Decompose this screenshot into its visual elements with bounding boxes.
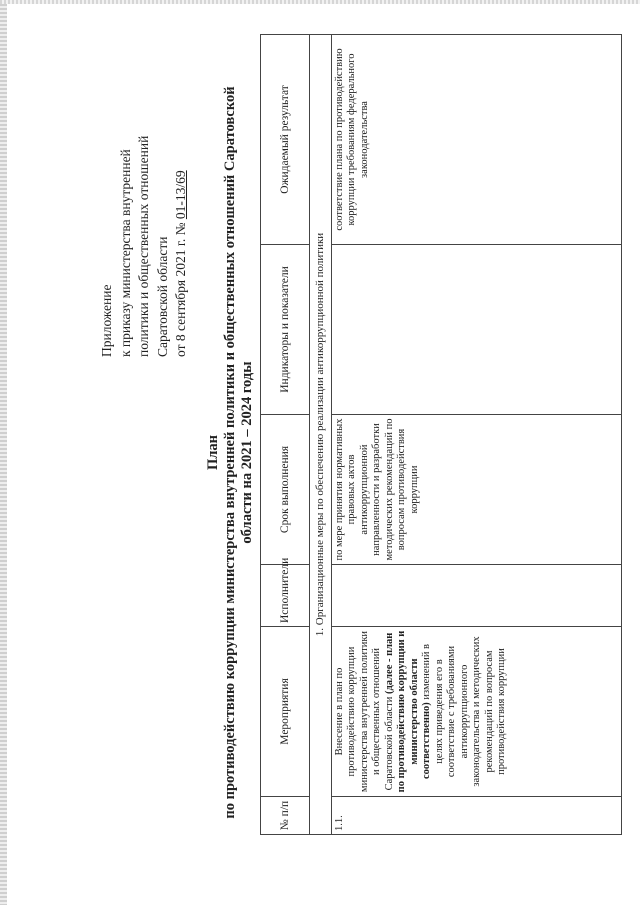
appendix-line-4: Саратовской области — [154, 236, 170, 357]
table-row — [331, 35, 621, 835]
indicators-cell — [331, 245, 621, 415]
header-result: Ожидаемый результат — [261, 35, 310, 245]
appendix-line-3: политики и общественных отношений — [136, 135, 151, 357]
appendix-line-1: Приложение — [99, 284, 114, 357]
title-line-3: области на 2021 – 2024 годы — [239, 361, 255, 544]
section-row — [310, 35, 332, 835]
title-line-2: по противодействию коррупции министерства внутренней политики и общественных отношений Саратовской — [222, 86, 238, 819]
section-title: 1. Организационные меры по обеспечению реализации антикоррупционной политики — [310, 35, 332, 835]
order-number: 01-13/69 — [173, 170, 188, 220]
header-deadline: Срок выполнения — [261, 415, 310, 565]
title-word: План — [205, 434, 221, 471]
measure-cell — [331, 627, 621, 797]
measure-text-a: Внесение в план по противодействию коррупции министерства внутренней политики и общественных отношений Саратовской области — [333, 630, 395, 793]
measure-text-c: изменений в целях приведения его в соответствие с требованиями антикоррупционного законодательства и методических рекомендаций по вопросам противодействия коррупции — [421, 636, 507, 787]
row-number: 1.1. — [331, 797, 621, 835]
header-executors: Исполнители — [261, 565, 310, 627]
order-date: от 8 сентября 2021 г. № — [173, 219, 188, 357]
header-measures: Мероприятия — [261, 627, 310, 797]
deadline-cell: по мере принятия нормативных правовых актов антикоррупционной направленности и разработки методических рекомендаций по вопросам противодействия коррупции — [331, 415, 621, 565]
page-title — [205, 80, 256, 825]
appendix-line-2: к приказу министерства внутренней — [117, 149, 133, 357]
result-cell: соответствие плана по противодействию коррупции требованиям федерального законодательства — [331, 35, 621, 245]
appendix-line-5 — [172, 57, 191, 357]
appendix-block — [98, 57, 191, 357]
header-indicators: Индикаторы и показатели — [261, 245, 310, 415]
plan-table — [260, 34, 622, 835]
table-header-row — [261, 35, 310, 835]
executors-cell — [331, 565, 621, 627]
measure-text-b: (далее - план по противодействию коррупции и министерство области соответственно) — [383, 630, 432, 793]
header-number: № п/п — [261, 797, 310, 835]
